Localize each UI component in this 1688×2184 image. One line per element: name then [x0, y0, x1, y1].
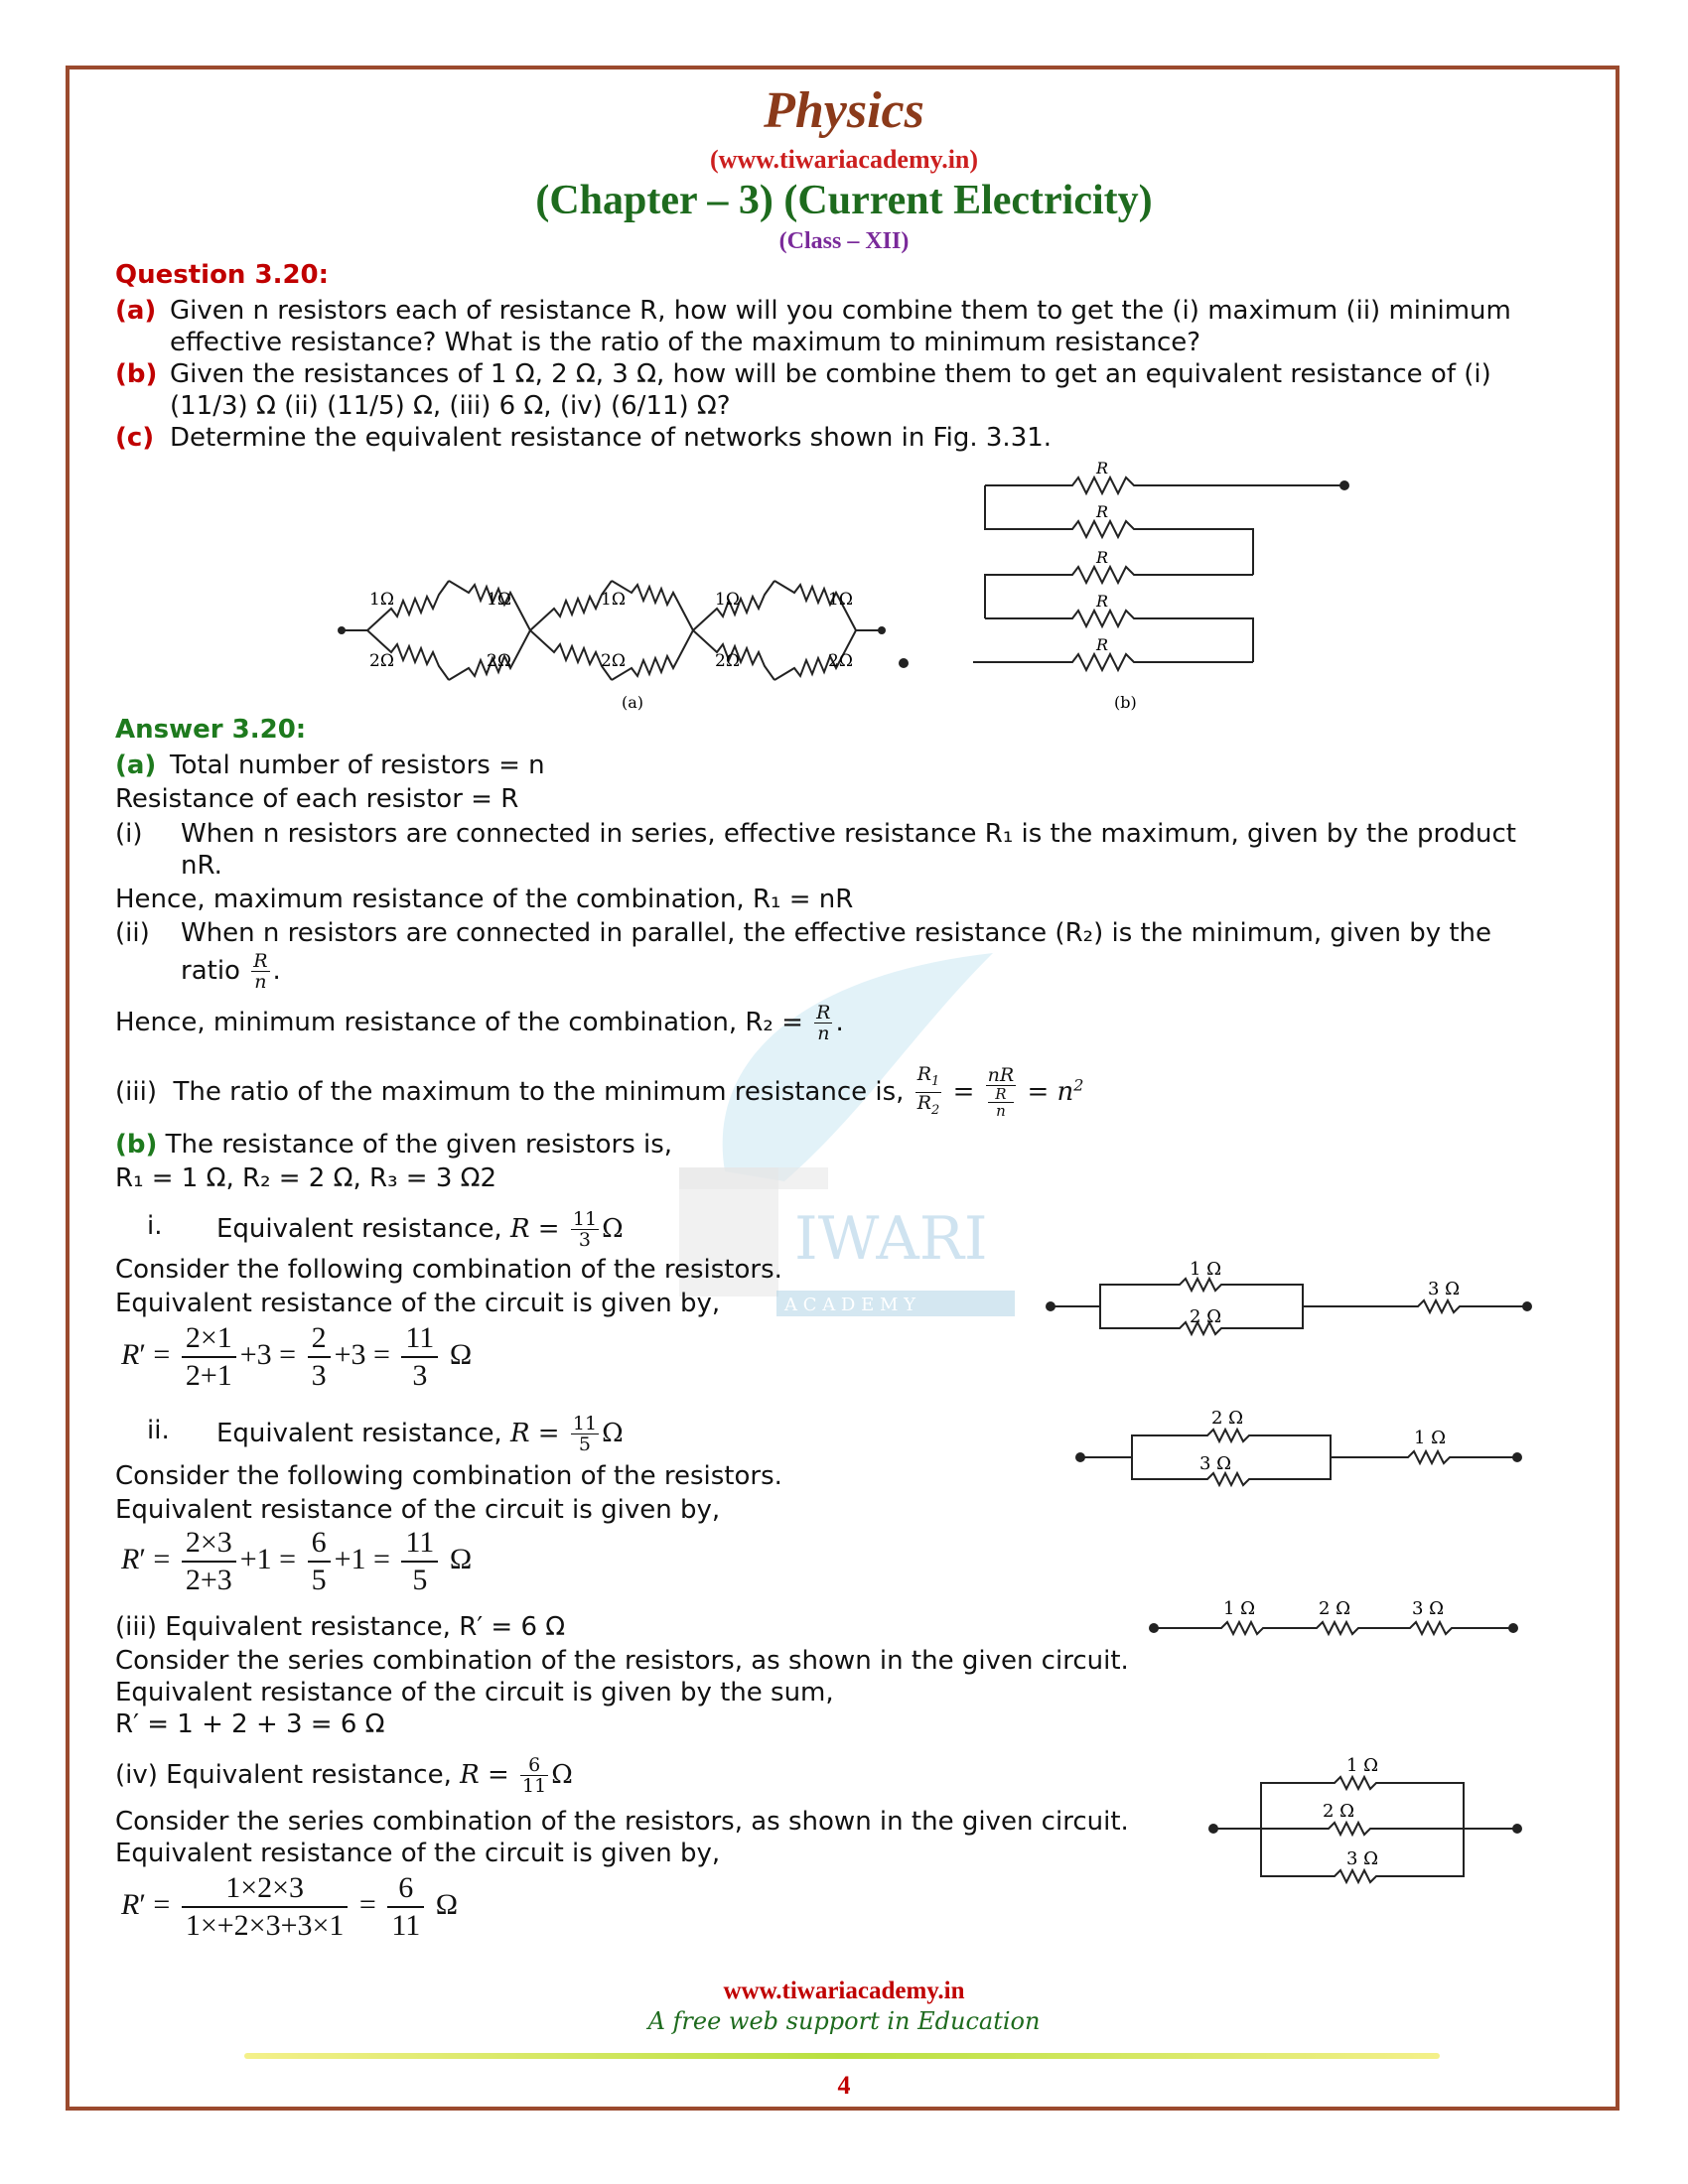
- fig-b-R-4: R: [1096, 592, 1109, 611]
- fig-b-R-5: R: [1096, 635, 1109, 654]
- answer-biv-consider: Consider the series combination of the resistors, as shown in the given circuit.: [115, 1807, 1129, 1837]
- footer-tagline: A free web support in Education: [647, 2007, 1041, 2035]
- circuit-bii-label-3: 1 Ω: [1414, 1428, 1447, 1448]
- answer-bi-given: Equivalent resistance of the circuit is given by,: [115, 1289, 721, 1318]
- answer-ii-ratio: ratio: [181, 956, 240, 986]
- fig-a-label-1ohm-1: 1Ω: [369, 590, 394, 610]
- question-b-tag: (b): [115, 359, 158, 389]
- question-label: Question 3.20:: [115, 260, 330, 290]
- footer-divider: [244, 2053, 1440, 2059]
- answer-biv-line: (iv) Equivalent resistance,: [115, 1760, 452, 1790]
- answer-bi-tag: i.: [147, 1211, 163, 1241]
- answer-a-each: Resistance of each resistor = R: [115, 784, 519, 814]
- answer-bii-eq: Equivalent resistance,: [216, 1419, 502, 1448]
- circuit-biii-label-2: 2 Ω: [1319, 1598, 1351, 1619]
- equation-bi: R′ = $\frac{2\times 1}{2+1}$ +3 = $\frac{2}{3}$ +3 = $\frac{11}{3}$ Ω: [121, 1321, 473, 1392]
- question-a-tag: (a): [115, 296, 157, 326]
- circuit-bi: [1041, 1247, 1537, 1346]
- watermark-word: IWARI: [794, 1204, 988, 1274]
- circuit-bi-label-3: 3 Ω: [1428, 1279, 1461, 1299]
- answer-ii-tag: (ii): [115, 918, 150, 948]
- fig-b-caption: (b): [1114, 693, 1137, 712]
- answer-biii-sum: R′ = 1 + 2 + 3 = 6 Ω: [115, 1709, 385, 1739]
- fig-a-label-2ohm-3: 2Ω: [601, 651, 626, 671]
- answer-biv-given: Equivalent resistance of the circuit is given by,: [115, 1839, 721, 1868]
- answer-biii-given: Equivalent resistance of the circuit is given by the sum,: [115, 1678, 834, 1707]
- answer-min-line: Hence, minimum resistance of the combination, R₂ =: [115, 1008, 803, 1037]
- fig-b-R-3: R: [1096, 548, 1109, 567]
- circuit-biv-label-1: 1 Ω: [1346, 1755, 1379, 1776]
- answer-bi-consider: Consider the following combination of the resistors.: [115, 1255, 782, 1285]
- fraction-R-over-n: $\frac{R}{n}$: [253, 950, 268, 993]
- answer-max-line: Hence, maximum resistance of the combination, R₁ = nR: [115, 885, 854, 914]
- fraction-R-over-n-2: $\frac{R}{n}$: [816, 1002, 831, 1044]
- fraction-11-over-3: $\frac{11}{3}$: [572, 1208, 598, 1251]
- fig-a-label-1ohm-5: 1Ω: [828, 590, 853, 610]
- fraction-11-over-5: $\frac{11}{5}$: [572, 1413, 598, 1455]
- page-title: Physics: [764, 82, 924, 139]
- circuit-biii-label-1: 1 Ω: [1223, 1598, 1256, 1619]
- fig-a-label-1ohm-3: 1Ω: [601, 590, 626, 610]
- class-label: (Class – XII): [778, 228, 910, 254]
- fraction-nR-over-R-n: nR R n: [987, 1064, 1015, 1121]
- circuit-bii-label-2: 3 Ω: [1199, 1453, 1232, 1474]
- fig-b-left-terminal: [894, 653, 914, 673]
- fig-a-label-2ohm-5: 2Ω: [828, 651, 853, 671]
- answer-biii-line: (iii) Equivalent resistance, R′ = 6 Ω: [115, 1612, 566, 1642]
- answer-bii-tag: ii.: [147, 1416, 170, 1445]
- circuit-bi-label-1: 1 Ω: [1190, 1259, 1222, 1280]
- answer-i-line2: nR.: [181, 851, 222, 881]
- circuit-biii-label-3: 3 Ω: [1412, 1598, 1445, 1619]
- fig-a-label-2ohm-2: 2Ω: [487, 651, 511, 671]
- answer-a-total: Total number of resistors = n: [170, 751, 545, 780]
- question-b-line2: (11/3) Ω (ii) (11/5) Ω, (iii) 6 Ω, (iv) (6/11) Ω?: [170, 391, 731, 421]
- circuit-bii-label-1: 2 Ω: [1211, 1408, 1244, 1429]
- answer-biii-consider: Consider the series combination of the resistors, as shown in the given circuit.: [115, 1646, 1129, 1676]
- footer-url[interactable]: www.tiwariacademy.in: [723, 1978, 965, 2004]
- fig-a-label-2ohm-1: 2Ω: [369, 651, 394, 671]
- circuit-bii: [1070, 1400, 1537, 1499]
- question-c-line: Determine the equivalent resistance of networks shown in Fig. 3.31.: [170, 423, 1053, 453]
- fig-a-label-1ohm-2: 1Ω: [487, 590, 511, 610]
- answer-i-line1: When n resistors are connected in series, effective resistance R₁ is the maximum, given by the product: [181, 819, 1516, 849]
- chapter-title: (Chapter – 3) (Current Electricity): [535, 178, 1153, 223]
- circuit-biii: [1142, 1592, 1529, 1642]
- fig-a-label-1ohm-4: 1Ω: [715, 590, 740, 610]
- fig-b-R-1: R: [1096, 459, 1109, 478]
- answer-iii-tag: (iii): [115, 1076, 157, 1107]
- answer-b-tag: (b): [115, 1130, 158, 1160]
- answer-iii-line: The ratio of the maximum to the minimum resistance is,: [173, 1076, 905, 1107]
- fraction-6-over-11: $\frac{6}{11}$: [522, 1754, 547, 1797]
- question-c-tag: (c): [115, 423, 155, 453]
- answer-ii-line1: When n resistors are connected in parallel, the effective resistance (R₂) is the minimum, given by the: [181, 918, 1492, 948]
- answer-bi-eq: Equivalent resistance,: [216, 1214, 502, 1244]
- question-a-line1: Given n resistors each of resistance R, how will you combine them to get the (i) maximum (ii) minimum: [170, 296, 1511, 326]
- circuit-biv: [1201, 1747, 1539, 1896]
- circuit-biv-label-3: 3 Ω: [1346, 1848, 1379, 1869]
- fig-b-R-2: R: [1096, 502, 1109, 521]
- figure-b-network: [973, 452, 1370, 715]
- equation-bii: R′ = $\frac{2\times 3}{2+3}$ +1 = $\frac{6}{5}$ +1 = $\frac{11}{5}$ Ω: [121, 1526, 473, 1596]
- answer-label: Answer 3.20:: [115, 715, 307, 745]
- fig-a-label-2ohm-4: 2Ω: [715, 651, 740, 671]
- answer-bii-consider: Consider the following combination of the resistors.: [115, 1461, 782, 1491]
- question-b-line1: Given the resistances of 1 Ω, 2 Ω, 3 Ω, how will be combine them to get an equivalent resistance of (i): [170, 359, 1491, 389]
- page-number: 4: [837, 2071, 851, 2100]
- watermark-sub: A C A D E M Y: [784, 1295, 915, 1315]
- answer-i-tag: (i): [115, 819, 143, 849]
- answer-b-values: R₁ = 1 Ω, R₂ = 2 Ω, R₃ = 3 Ω2: [115, 1163, 497, 1193]
- answer-a-tag: (a): [115, 751, 157, 780]
- fraction-R1-over-R2: $\frac{R_1}{R_2}$: [916, 1063, 940, 1118]
- header-url: (www.tiwariacademy.in): [709, 145, 979, 174]
- answer-b-intro: The resistance of the given resistors is,: [165, 1130, 673, 1160]
- answer-bii-given: Equivalent resistance of the circuit is given by,: [115, 1495, 721, 1525]
- circuit-biv-label-2: 2 Ω: [1323, 1801, 1355, 1822]
- fig-a-caption: (a): [622, 693, 644, 712]
- equation-biv: R′ = $\frac{1\times 2\times 3}{1\times+2\times 3+3\times 1}$ = $\frac{6}{11}$ Ω: [121, 1871, 459, 1942]
- question-a-line2: effective resistance? What is the ratio of the maximum to minimum resistance?: [170, 328, 1201, 357]
- figure-a-network: [328, 571, 894, 720]
- circuit-bi-label-2: 2 Ω: [1190, 1306, 1222, 1327]
